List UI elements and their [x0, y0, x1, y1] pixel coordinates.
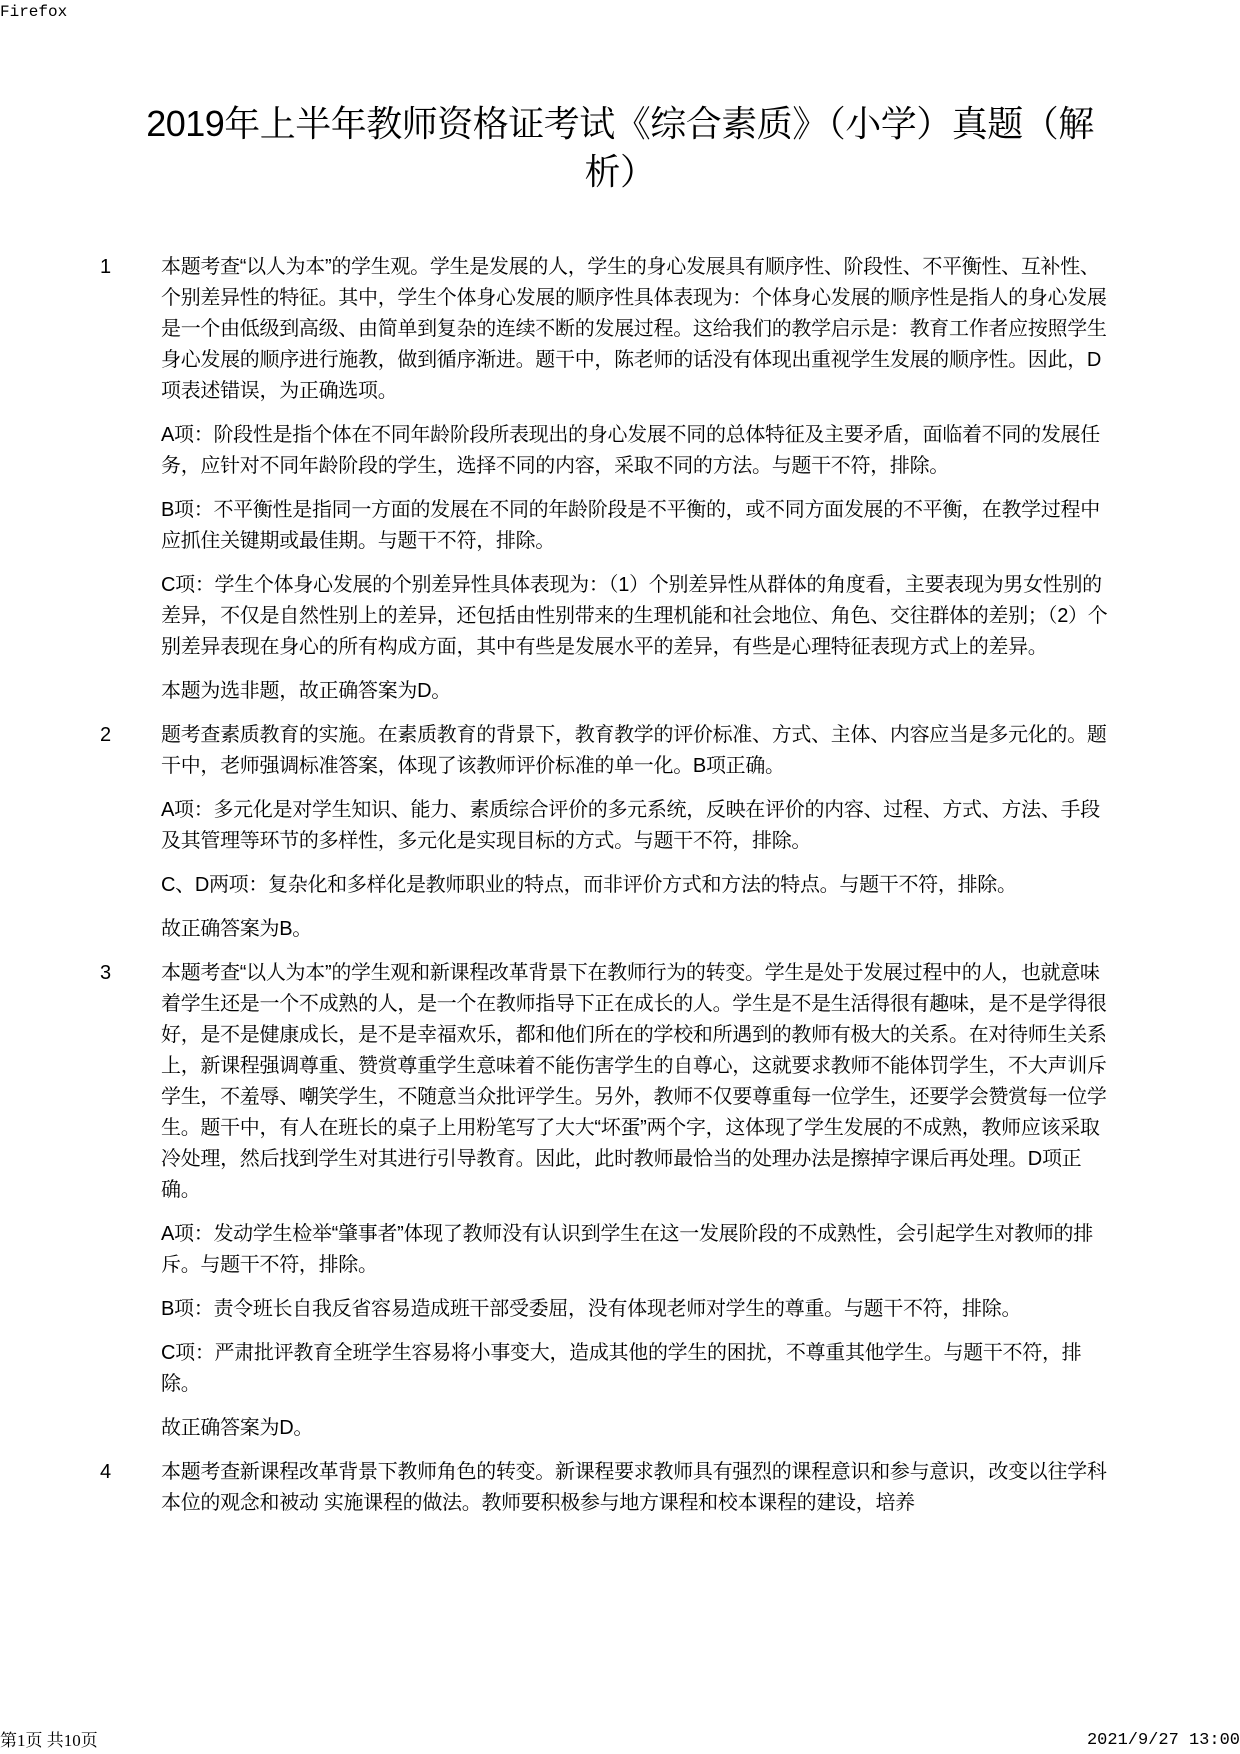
- explanation-paragraph: 本题考查新课程改革背景下教师角色的转变。新课程要求教师具有强烈的课程意识和参与意识，改变以往学科本位的观念和被动 实施课程的做法。教师要积极参与地方课程和校本课程的建设，培养: [161, 1461, 1107, 1514]
- question-number: 3: [100, 962, 112, 984]
- option-c-analysis: C项：严肃批评教育全班学生容易将小事变大，造成其他的学生的困扰，不尊重其他学生。与题干不符，排除。: [161, 1342, 1082, 1395]
- question-number: 4: [100, 1461, 112, 1483]
- question-explanation: [161, 720, 1116, 945]
- answer-conclusion: 本题为选非题，故正确答案为D。: [161, 680, 451, 702]
- explanation-paragraph: 本题考查“以人为本”的学生观和新课程改革背景下在教师行为的转变。学生是处于发展过程中的人，也就意味着学生还是一个不成熟的人，是一个在教师指导下正在成长的人。学生是不是生活得很有趣味，是不是学得很好，是不是健康成长，是不是幸福欢乐，都和他们所在的学校和所遇到的教师有极大的关系。在对待师生关系上，新课程强调尊重、赞赏尊重学生意味着不能伤害学生的自尊心，这就要求教师不能体罚学生，不大声训斥学生，不羞辱、嘲笑学生，不随意当众批评学生。另外，教师不仅要尊重每一位学生，还要学会赞赏每一位学生。题干中，有人在班长的桌子上用粉笔写了大大“坏蛋”两个字，这体现了学生发展的不成熟，教师应该采取冷处理，然后找到学生对其进行引导教育。因此，此时教师最恰当的处理办法是擦掉字课后再处理。D项正确。: [161, 962, 1107, 1201]
- question-explanation: [161, 958, 1116, 1444]
- option-b-analysis: B项：不平衡性是指同一方面的发展在不同的年龄阶段是不平衡的，或不同方面发展的不平衡，在教学过程中应抓住关键期或最佳期。与题干不符，排除。: [161, 499, 1100, 552]
- question-item: [100, 720, 1120, 945]
- explanation-paragraph: 本题考查“以人为本”的学生观。学生是发展的人，学生的身心发展具有顺序性、阶段性、不平衡性、互补性、个别差异性的特征。其中，学生个体身心发展的顺序性具体表现为：个体身心发展的顺序性是指人的身心发展是一个由低级到高级、由简单到复杂的连续不断的发展过程。这给我们的教学启示是：教育工作者应按照学生身心发展的顺序进行施教，做到循序渐进。题干中，陈老师的话没有体现出重视学生发展的顺序性。因此，D项表述错误，为正确选项。: [161, 256, 1107, 402]
- option-a-analysis: A项：发动学生检举“肇事者”体现了教师没有认识到学生在这一发展阶段的不成熟性，会引起学生对教师的排斥。与题干不符，排除。: [161, 1223, 1093, 1276]
- question-explanation: [161, 1457, 1116, 1519]
- question-item: [100, 958, 1120, 1444]
- question-number: 1: [100, 256, 112, 278]
- option-b-analysis: B项：责令班长自我反省容易造成班干部受委屈，没有体现老师对学生的尊重。与题干不符，排除。: [161, 1298, 1022, 1320]
- question-item: [100, 1457, 1120, 1519]
- explanation-paragraph: 题考查素质教育的实施。在素质教育的背景下，教育教学的评价标准、方式、主体、内容应当是多元化的。题干中，老师强调标准答案，体现了该教师评价标准的单一化。B项正确。: [161, 724, 1107, 777]
- option-cd-analysis: C、D两项：复杂化和多样化是教师职业的特点，而非评价方式和方法的特点。与题干不符，排除。: [161, 874, 1017, 896]
- page-indicator: 第1页 共10页: [0, 1731, 98, 1750]
- document-title: 2019年上半年教师资格证考试《综合素质》（小学）真题（解析）: [146, 103, 1094, 192]
- option-c-analysis: C项：学生个体身心发展的个别差异性具体表现为：（1）个别差异性从群体的角度看，主要表现为男女性别的差异，不仅是自然性别上的差异，还包括由性别带来的生理机能和社会地位、角色、交往群体的差别；（2）个别差异表现在身心的所有构成方面，其中有些是发展水平的差异，有些是心理特征表现方式上的差异。: [161, 574, 1108, 658]
- option-a-analysis: A项：多元化是对学生知识、能力、素质综合评价的多元系统，反映在评价的内容、过程、方式、方法、手段及其管理等环节的多样性，多元化是实现目标的方式。与题干不符，排除。: [161, 799, 1100, 852]
- answer-conclusion: 故正确答案为D。: [161, 1417, 314, 1439]
- print-header-label: Firefox: [0, 3, 68, 21]
- option-a-analysis: A项：阶段性是指个体在不同年龄阶段所表现出的身心发展不同的总体特征及主要矛盾，面临着不同的发展任务，应针对不同年龄阶段的学生，选择不同的内容，采取不同的方法。与题干不符，排除。: [161, 424, 1100, 477]
- question-number: 2: [100, 724, 112, 746]
- question-item: [100, 252, 1120, 707]
- answer-conclusion: 故正确答案为B。: [161, 918, 312, 940]
- document-body: [100, 252, 1120, 1532]
- question-explanation: [161, 252, 1116, 707]
- print-timestamp: 2021/9/27 13:00: [1086, 1731, 1240, 1750]
